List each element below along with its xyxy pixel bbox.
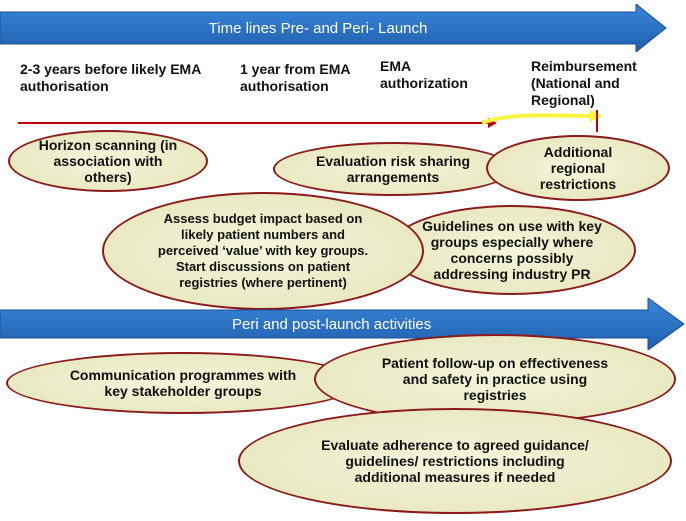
- milestone-2-3-years: 2-3 years before likely EMA authorisation: [20, 61, 201, 94]
- adherence-text: Evaluate adherence to agreed guidance/ guidelines/ restrictions including additional measures if needed: [321, 437, 589, 485]
- evaluation-risk-text: Evaluation risk sharing arrangements: [315, 153, 471, 185]
- communication-ellipse: [6, 352, 360, 414]
- milestone-1-year: 1 year from EMA authorisation: [240, 61, 350, 94]
- budget-impact-text: Assess budget impact based on likely patient numbers and perceived ‘value’ with key groups. Start discussions on patient registries (where pertinent): [157, 211, 369, 290]
- regional-restrictions-text: Additional regional restrictions: [539, 144, 617, 192]
- guidelines-text: Guidelines on use with key groups especially where concerns possibly addressing industry PR: [422, 218, 602, 282]
- patient-followup-text: Patient follow-up on effectiveness and safety in practice using registries: [381, 355, 609, 403]
- guidelines-ellipse: [388, 205, 636, 295]
- middle-banner-title: Peri and post-launch activities: [232, 315, 432, 333]
- communication-text: Communication programmes with key stakeholder groups: [69, 367, 297, 399]
- highlight-stroke: [482, 115, 598, 123]
- evaluation-risk-ellipse: [273, 142, 513, 196]
- milestone-reimbursement: Reimbursement (National and Regional): [531, 58, 637, 108]
- adherence-ellipse: [238, 408, 672, 514]
- budget-impact-ellipse: [102, 192, 424, 310]
- horizon-scanning-text: Horizon scanning (in association with others): [38, 137, 178, 185]
- horizon-scanning-ellipse: [8, 130, 208, 192]
- top-banner-title: Time lines Pre- and Peri- Launch: [208, 19, 428, 37]
- milestone-ema-authorization: EMA authorization: [380, 58, 468, 91]
- regional-restrictions-ellipse: [486, 135, 670, 201]
